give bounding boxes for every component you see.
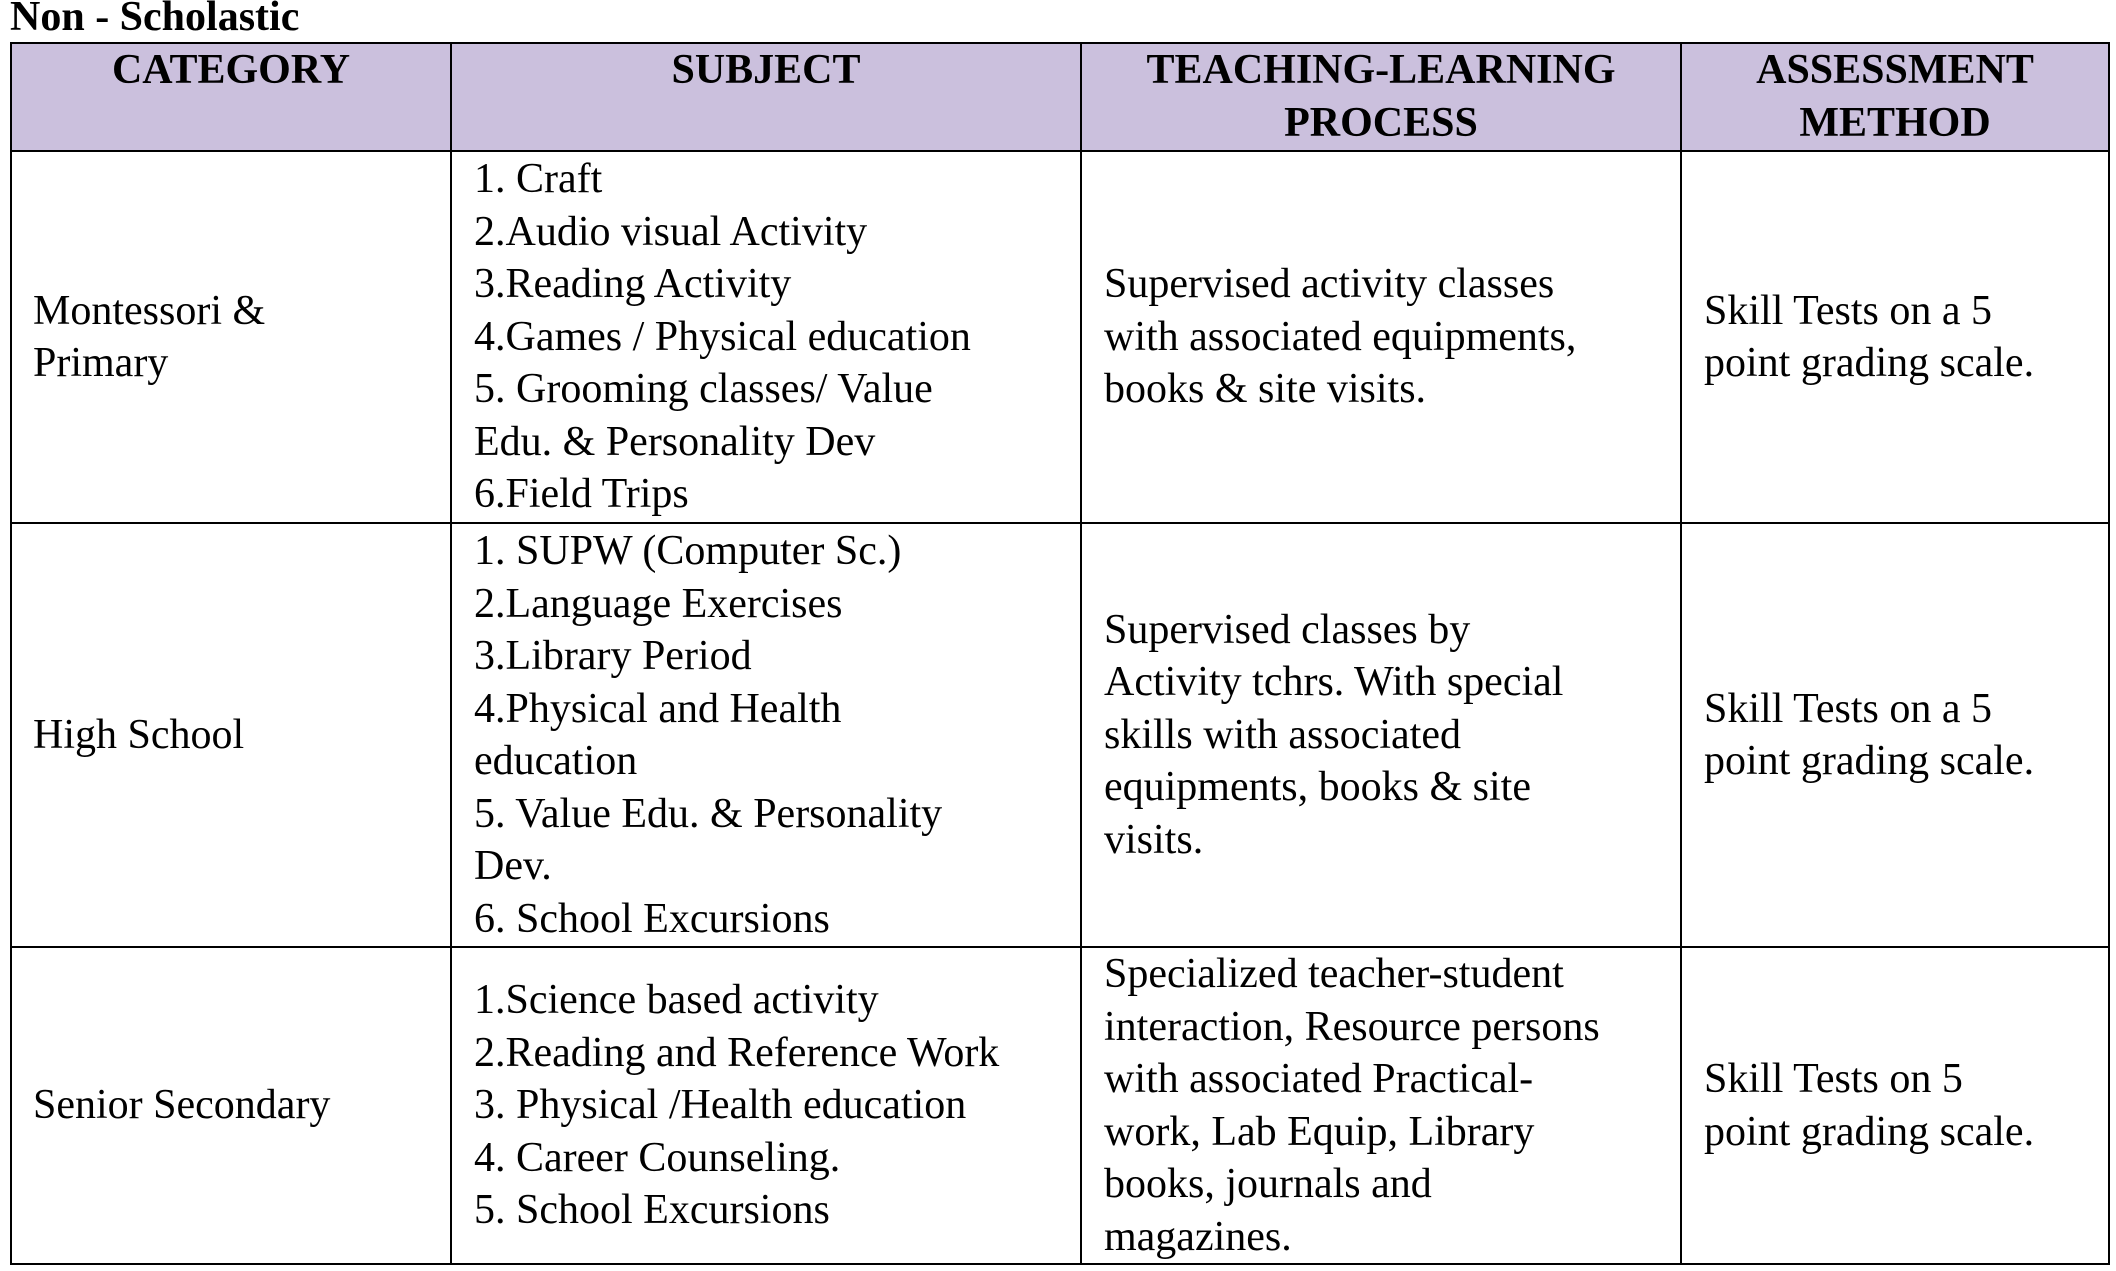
category-line: Senior Secondary: [33, 1082, 331, 1129]
subject-line: Dev.: [474, 843, 552, 889]
teaching-line: visits.: [1104, 816, 1204, 863]
teaching-line: Supervised activity classes: [1104, 261, 1555, 308]
header-assessment-method: [1681, 43, 2109, 151]
assessment-line: Skill Tests on a 5: [1704, 287, 1992, 334]
table-row: [11, 947, 2109, 1264]
table-row: [11, 151, 2109, 523]
subject-line: 1. SUPW (Computer Sc.): [474, 528, 902, 574]
section-title: Non - Scholastic: [10, 0, 300, 40]
subject-cell: [451, 523, 1081, 947]
teaching-line: work, Lab Equip, Library: [1104, 1108, 1535, 1155]
header-subject: [451, 43, 1081, 151]
category-line: Primary: [33, 340, 169, 386]
header-assessment-line-1: ASSESSMENT: [1756, 47, 2034, 93]
assessment-cell: [1681, 151, 2109, 523]
header-teaching-line-1: TEACHING-LEARNING: [1146, 47, 1616, 93]
subject-cell: [451, 947, 1081, 1264]
teaching-line: books & site visits.: [1104, 366, 1427, 413]
subject-line: 2.Language Exercises: [474, 580, 843, 627]
non-scholastic-table: [10, 42, 2110, 1265]
category-cell: [11, 947, 451, 1264]
teaching-cell: [1081, 947, 1681, 1264]
subject-line: 4.Games / Physical education: [474, 313, 971, 360]
teaching-line: interaction, Resource persons: [1104, 1003, 1600, 1050]
assessment-line: point grading scale.: [1704, 340, 2035, 386]
subject-line: 1. Craft: [474, 156, 603, 203]
subject-cell: [451, 151, 1081, 523]
header-teaching-line-2: PROCESS: [1284, 99, 1478, 146]
header-teaching-learning: [1081, 43, 1681, 151]
teaching-line: Supervised classes by: [1104, 606, 1471, 653]
assessment-cell: [1681, 947, 2109, 1264]
subject-line: 5. School Excursions: [474, 1187, 830, 1234]
teaching-line: with associated Practical-: [1104, 1056, 1534, 1102]
subject-line: 3.Reading Activity: [474, 261, 792, 308]
table-header-row: [11, 43, 2109, 151]
subject-line: 6.Field Trips: [474, 471, 689, 518]
subject-line: 6. School Excursions: [474, 895, 830, 942]
category-line: High School: [33, 711, 245, 758]
subject-line: 3. Physical /Health education: [474, 1082, 967, 1129]
header-category: [11, 43, 451, 151]
category-line: Montessori &: [33, 287, 266, 334]
teaching-line: Specialized teacher-student: [1104, 951, 1564, 997]
subject-line: 2.Audio visual Activity: [474, 208, 868, 255]
subject-line: 4. Career Counseling.: [474, 1134, 841, 1181]
teaching-line: magazines.: [1104, 1213, 1292, 1260]
teaching-line: Activity tchrs. With special: [1104, 659, 1564, 706]
subject-line: 1.Science based activity: [474, 977, 879, 1024]
teaching-line: skills with associated: [1104, 711, 1461, 758]
assessment-cell: [1681, 523, 2109, 947]
subject-line: Edu. & Personality Dev: [474, 418, 876, 465]
teaching-cell: [1081, 523, 1681, 947]
teaching-cell: [1081, 151, 1681, 523]
assessment-line: Skill Tests on 5: [1704, 1056, 1963, 1102]
teaching-line: with associated equipments,: [1104, 313, 1577, 360]
assessment-line: point grading scale.: [1704, 738, 2035, 784]
subject-line: 3.Library Period: [474, 633, 752, 679]
header-assessment-line-2: METHOD: [1799, 99, 1991, 146]
subject-line: 5. Grooming classes/ Value: [474, 366, 933, 413]
header-subject-label: SUBJECT: [671, 47, 861, 93]
table-row: [11, 523, 2109, 947]
teaching-line: equipments, books & site: [1104, 764, 1531, 811]
assessment-line: Skill Tests on a 5: [1704, 685, 1992, 732]
assessment-line: point grading scale.: [1704, 1108, 2035, 1155]
subject-line: 2.Reading and Reference Work: [474, 1029, 1000, 1076]
category-cell: [11, 151, 451, 523]
subject-line: education: [474, 738, 638, 784]
category-cell: [11, 523, 451, 947]
teaching-line: books, journals and: [1104, 1161, 1432, 1207]
header-category-label: CATEGORY: [111, 47, 351, 93]
subject-line: 5. Value Edu. & Personality: [474, 790, 943, 837]
subject-line: 4.Physical and Health: [474, 685, 842, 732]
